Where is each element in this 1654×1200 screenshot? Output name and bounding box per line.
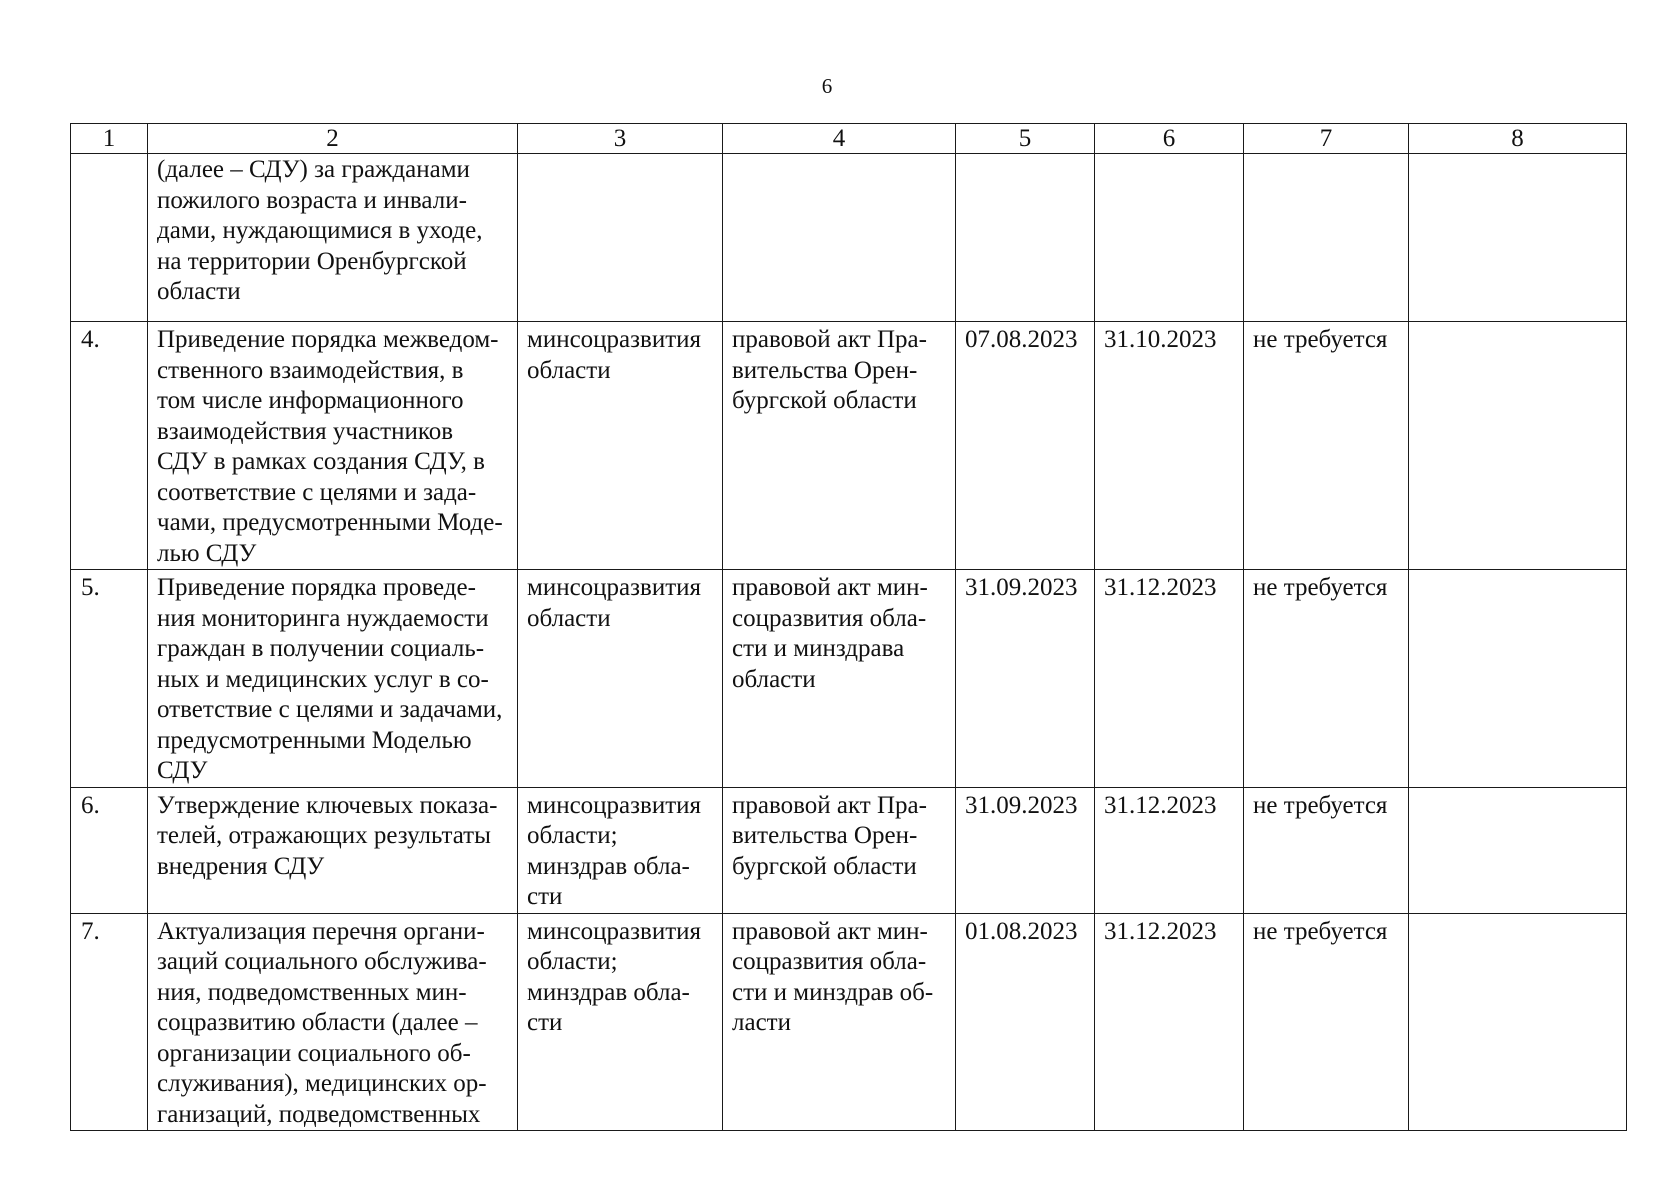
column-header: 2 — [148, 124, 518, 154]
column-number-header-row — [71, 124, 1627, 154]
row-number-cell: 7. — [71, 913, 148, 1131]
row-number-cell: 5. — [71, 570, 148, 788]
start-date-cell: 07.08.2023 — [956, 322, 1095, 570]
column-header: 5 — [956, 124, 1095, 154]
end-date-cell — [1095, 154, 1244, 322]
note-cell — [1409, 322, 1627, 570]
measure-name-cell: Приведение порядка проведе- ния мониторинга нуждаемости граждан в получении социаль- ных и медицинских услуг в со- ответствие с целями и задачами, предусмотренными Моделью СДУ — [148, 570, 518, 788]
column-header: 8 — [1409, 124, 1627, 154]
note-cell — [1409, 787, 1627, 913]
end-date-cell: 31.12.2023 — [1095, 913, 1244, 1131]
measure-name-cell: Утверждение ключевых показа- телей, отражающих результаты внедрения СДУ — [148, 787, 518, 913]
result-cell: правовой акт мин- соцразвития обла- сти и минздрав об- ласти — [723, 913, 956, 1131]
row-number-cell — [71, 154, 148, 322]
note-cell — [1409, 154, 1627, 322]
funding-cell: не требуется — [1244, 570, 1409, 788]
table-row — [71, 913, 1627, 1131]
column-header: 7 — [1244, 124, 1409, 154]
measure-name-cell: (далее – СДУ) за гражданами пожилого возраста и инвали- дами, нуждающимися в уходе, на территории Оренбургской области — [148, 154, 518, 322]
responsible-cell: минсоцразвития области — [518, 322, 723, 570]
start-date-cell — [956, 154, 1095, 322]
table-row — [71, 154, 1627, 322]
measure-name-cell: Актуализация перечня органи- заций социального обслужива- ния, подведомственных мин- соцразвитию области (далее – организации социального об- служивания), медицинских ор- ганизаций, подведомственных — [148, 913, 518, 1131]
result-cell: правовой акт Пра- вительства Орен- бургской области — [723, 787, 956, 913]
start-date-cell: 01.08.2023 — [956, 913, 1095, 1131]
end-date-cell: 31.12.2023 — [1095, 787, 1244, 913]
result-cell: правовой акт мин- соцразвития обла- сти и минздрава области — [723, 570, 956, 788]
measure-name-cell: Приведение порядка межведом- ственного взаимодействия, в том числе информационного взаимодействия участников СДУ в рамках создания СДУ, в соответствие с целями и зада- чами, предусмотренными Моде- лью СДУ — [148, 322, 518, 570]
end-date-cell: 31.12.2023 — [1095, 570, 1244, 788]
page-number: 6 — [821, 74, 833, 98]
column-header: 1 — [71, 124, 148, 154]
plan-table — [70, 123, 1627, 1131]
funding-cell: не требуется — [1244, 913, 1409, 1131]
result-cell: правовой акт Пра- вительства Орен- бургской области — [723, 322, 956, 570]
table-row — [71, 570, 1627, 788]
note-cell — [1409, 913, 1627, 1131]
responsible-cell: минсоцразвития области; минздрав обла- сти — [518, 787, 723, 913]
responsible-cell: минсоцразвития области; минздрав обла- сти — [518, 913, 723, 1131]
funding-cell — [1244, 154, 1409, 322]
responsible-cell — [518, 154, 723, 322]
row-number-cell: 6. — [71, 787, 148, 913]
result-cell — [723, 154, 956, 322]
column-header: 4 — [723, 124, 956, 154]
funding-cell: не требуется — [1244, 787, 1409, 913]
start-date-cell: 31.09.2023 — [956, 570, 1095, 788]
column-header: 6 — [1095, 124, 1244, 154]
table-row — [71, 787, 1627, 913]
table-row — [71, 322, 1627, 570]
end-date-cell: 31.10.2023 — [1095, 322, 1244, 570]
column-header: 3 — [518, 124, 723, 154]
note-cell — [1409, 570, 1627, 788]
responsible-cell: минсоцразвития области — [518, 570, 723, 788]
row-number-cell: 4. — [71, 322, 148, 570]
funding-cell: не требуется — [1244, 322, 1409, 570]
start-date-cell: 31.09.2023 — [956, 787, 1095, 913]
